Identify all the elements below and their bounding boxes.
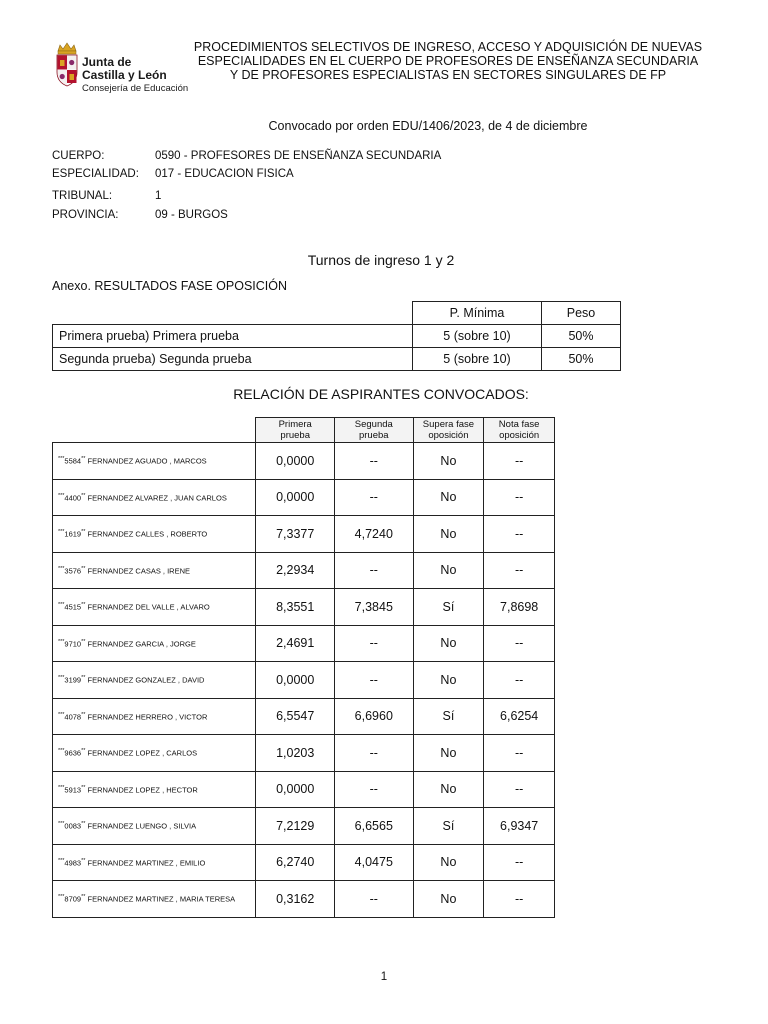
candidate-mask-suffix: ** xyxy=(81,456,86,462)
logo-brand-text xyxy=(82,56,167,82)
test-peso: 50% xyxy=(542,348,621,371)
candidate-mask-prefix: *** xyxy=(58,748,65,754)
candidate-segunda-prueba: -- xyxy=(335,771,414,808)
candidates-header-blank xyxy=(53,418,256,443)
candidate-name: FERNANDEZ MARTINEZ , EMILIO xyxy=(87,858,206,867)
candidate-id: 5584 xyxy=(64,456,82,466)
candidate-mask-prefix: *** xyxy=(58,565,65,572)
candidate-nota-fase: -- xyxy=(484,662,555,699)
candidate-supera-fase: No xyxy=(413,516,484,553)
header-supera-l2: oposición xyxy=(428,430,469,441)
candidate-row xyxy=(53,735,555,772)
candidate-supera-fase: No xyxy=(413,881,484,918)
relacion-heading: RELACIÓN DE ASPIRANTES CONVOCADOS: xyxy=(233,386,529,402)
candidate-name-cell xyxy=(53,516,256,553)
logo-brand-line2: Castilla y León xyxy=(82,68,167,82)
candidate-name-cell xyxy=(53,881,256,918)
candidate-row xyxy=(53,552,555,589)
candidate-segunda-prueba: 6,6565 xyxy=(335,808,414,845)
candidate-primera-prueba: 0,3162 xyxy=(256,881,335,918)
candidate-row xyxy=(53,698,555,735)
header-line3: Y DE PROFESORES ESPECIALISTAS EN SECTORES SINGULARES DE FP xyxy=(229,68,667,82)
logo-brand-line1: Junta de xyxy=(82,55,132,69)
candidate-mask-prefix: *** xyxy=(58,456,65,462)
candidate-primera-prueba: 2,4691 xyxy=(256,625,335,662)
candidate-primera-prueba: 6,2740 xyxy=(256,844,335,881)
candidate-row xyxy=(53,771,555,808)
candidate-row xyxy=(53,625,555,662)
candidate-id: 4400 xyxy=(64,493,82,502)
page-number: 1 xyxy=(380,971,388,983)
candidate-supera-fase: Sí xyxy=(413,589,484,626)
candidate-mask-suffix: ** xyxy=(81,711,86,718)
candidate-id: 3576 xyxy=(64,566,82,575)
candidate-name: FERNANDEZ AGUADO , MARCOS xyxy=(87,456,207,466)
candidate-name: FERNANDEZ LOPEZ , CARLOS xyxy=(87,748,198,758)
candidate-nota-fase: -- xyxy=(484,771,555,808)
candidate-row xyxy=(53,443,555,480)
candidate-name: FERNANDEZ DEL VALLE , ALVARO xyxy=(87,602,210,612)
tests-row xyxy=(53,348,621,371)
candidate-nota-fase: -- xyxy=(484,844,555,881)
candidate-primera-prueba: 6,5547 xyxy=(256,698,335,735)
candidate-nota-fase: 6,9347 xyxy=(484,808,555,845)
candidate-nota-fase: -- xyxy=(484,625,555,662)
candidate-mask-prefix: *** xyxy=(58,638,65,645)
candidate-primera-prueba: 0,0000 xyxy=(256,771,335,808)
candidate-name-cell xyxy=(53,552,256,589)
header-segunda-l1: Segunda xyxy=(354,419,393,430)
candidate-nota-fase: 7,8698 xyxy=(484,589,555,626)
candidate-primera-prueba: 7,2129 xyxy=(256,808,335,845)
candidate-name-cell xyxy=(53,443,256,480)
candidate-mask-suffix: ** xyxy=(81,529,86,535)
tests-header-peso: Peso xyxy=(542,302,621,325)
candidate-name-cell xyxy=(53,698,256,735)
candidate-name-cell xyxy=(53,735,256,772)
candidate-name: FERNANDEZ LOPEZ , HECTOR xyxy=(87,785,198,794)
header-nota-fase xyxy=(484,418,555,443)
candidate-id: 4078 xyxy=(64,712,82,721)
candidate-name: FERNANDEZ CALLES , ROBERTO xyxy=(87,529,208,539)
candidate-mask-prefix: *** xyxy=(58,675,65,681)
header-segunda-l2: prueba xyxy=(358,430,389,441)
candidate-nota-fase: -- xyxy=(484,516,555,553)
header-primera-l2: prueba xyxy=(280,430,310,441)
candidate-name: FERNANDEZ CASAS , IRENE xyxy=(87,566,191,575)
candidate-supera-fase: No xyxy=(413,735,484,772)
candidate-mask-suffix: ** xyxy=(81,857,86,864)
candidate-supera-fase: Sí xyxy=(413,808,484,845)
candidate-supera-fase: Sí xyxy=(413,698,484,735)
castilla-leon-shield-icon xyxy=(54,42,80,88)
candidate-mask-suffix: ** xyxy=(81,492,86,499)
candidates-header-row xyxy=(53,418,555,443)
tests-table xyxy=(52,301,621,371)
tribunal-value: 1 xyxy=(155,190,162,202)
candidate-row xyxy=(53,516,555,553)
candidate-mask-prefix: *** xyxy=(58,492,65,499)
candidate-name: FERNANDEZ GONZALEZ , DAVID xyxy=(87,675,205,685)
header-nota-l2: oposición xyxy=(499,430,540,441)
candidate-id: 5913 xyxy=(64,785,82,794)
candidate-row xyxy=(53,808,555,845)
candidate-row xyxy=(53,881,555,918)
candidate-segunda-prueba: 7,3845 xyxy=(335,589,414,626)
candidate-supera-fase: No xyxy=(413,844,484,881)
candidate-supera-fase: No xyxy=(413,443,484,480)
candidates-table xyxy=(52,417,555,918)
turnos-heading: Turnos de ingreso 1 y 2 xyxy=(307,252,455,268)
candidate-name: FERNANDEZ GARCIA , JORGE xyxy=(87,639,196,648)
candidate-segunda-prueba: -- xyxy=(335,443,414,480)
tribunal-label: TRIBUNAL: xyxy=(52,190,113,202)
candidate-supera-fase: No xyxy=(413,625,484,662)
candidate-supera-fase: No xyxy=(413,771,484,808)
header-primera-l1: Primera xyxy=(278,419,312,430)
candidate-segunda-prueba: -- xyxy=(335,479,414,516)
logo-department: Consejería de Educación xyxy=(82,83,189,94)
candidate-name-cell xyxy=(53,625,256,662)
convocation-order: Convocado por orden EDU/1406/2023, de 4 de diciembre xyxy=(268,119,588,133)
test-name: Segunda prueba) Segunda prueba xyxy=(53,348,413,371)
candidate-name: FERNANDEZ ALVAREZ , JUAN CARLOS xyxy=(87,493,227,502)
especialidad-label: ESPECIALIDAD: xyxy=(52,168,139,180)
candidates-body xyxy=(53,443,555,918)
candidate-name-cell xyxy=(53,479,256,516)
candidate-mask-suffix: ** xyxy=(81,748,86,754)
candidate-mask-suffix: ** xyxy=(81,675,86,681)
candidate-nota-fase: -- xyxy=(484,881,555,918)
document-header xyxy=(178,40,718,82)
test-name: Primera prueba) Primera prueba xyxy=(53,325,413,348)
cuerpo-label: CUERPO: xyxy=(52,150,105,162)
especialidad-value: 017 - EDUCACION FISICA xyxy=(155,168,294,180)
candidate-segunda-prueba: 4,0475 xyxy=(335,844,414,881)
candidate-mask-prefix: *** xyxy=(58,857,65,864)
candidate-mask-prefix: *** xyxy=(58,894,65,900)
header-nota-l1: Nota fase xyxy=(498,419,540,430)
candidate-name-cell xyxy=(53,808,256,845)
candidate-row xyxy=(53,479,555,516)
candidate-id: 1619 xyxy=(64,529,82,539)
candidate-row xyxy=(53,589,555,626)
candidate-id: 8709 xyxy=(64,894,82,904)
header-line1: PROCEDIMIENTOS SELECTIVOS DE INGRESO, ACCESO Y ADQUISICIÓN DE NUEVAS xyxy=(193,40,703,54)
tests-row xyxy=(53,325,621,348)
candidate-nota-fase: -- xyxy=(484,552,555,589)
candidate-mask-prefix: *** xyxy=(58,711,65,718)
candidate-name: FERNANDEZ LUENGO , SILVIA xyxy=(87,821,197,831)
candidate-mask-suffix: ** xyxy=(81,821,86,827)
candidate-id: 4983 xyxy=(64,858,82,867)
candidate-mask-suffix: ** xyxy=(81,602,86,608)
candidate-mask-suffix: ** xyxy=(81,565,86,572)
candidate-mask-prefix: *** xyxy=(58,529,65,535)
candidate-primera-prueba: 0,0000 xyxy=(256,479,335,516)
test-minima: 5 (sobre 10) xyxy=(413,325,542,348)
candidate-id: 4515 xyxy=(64,602,82,612)
candidate-mask-suffix: ** xyxy=(81,784,86,791)
candidate-nota-fase: -- xyxy=(484,443,555,480)
header-supera-fase xyxy=(413,418,484,443)
candidate-name-cell xyxy=(53,771,256,808)
candidate-id: 0083 xyxy=(64,821,82,831)
tests-header-minima: P. Mínima xyxy=(413,302,542,325)
candidate-mask-prefix: *** xyxy=(58,821,65,827)
candidate-primera-prueba: 2,2934 xyxy=(256,552,335,589)
header-line2: ESPECIALIDADES EN EL CUERPO DE PROFESORES DE ENSEÑANZA SECUNDARIA xyxy=(197,54,699,68)
tests-header-blank xyxy=(53,302,413,325)
candidate-mask-suffix: ** xyxy=(81,638,86,645)
candidate-segunda-prueba: -- xyxy=(335,662,414,699)
candidate-primera-prueba: 0,0000 xyxy=(256,662,335,699)
candidate-supera-fase: No xyxy=(413,479,484,516)
candidate-nota-fase: 6,6254 xyxy=(484,698,555,735)
candidate-segunda-prueba: 4,7240 xyxy=(335,516,414,553)
header-primera-prueba xyxy=(256,418,335,443)
provincia-value: 09 - BURGOS xyxy=(155,209,228,221)
candidate-id: 3199 xyxy=(64,675,82,685)
candidate-name-cell xyxy=(53,844,256,881)
anexo-heading: Anexo. RESULTADOS FASE OPOSICIÓN xyxy=(52,279,288,293)
institution-logo xyxy=(52,42,189,94)
candidate-segunda-prueba: -- xyxy=(335,735,414,772)
candidate-id: 9636 xyxy=(64,748,82,758)
header-supera-l1: Supera fase xyxy=(422,419,475,430)
candidate-segunda-prueba: -- xyxy=(335,625,414,662)
candidate-row xyxy=(53,844,555,881)
tests-header-row xyxy=(53,302,621,325)
candidate-segunda-prueba: -- xyxy=(335,552,414,589)
candidate-segunda-prueba: 6,6960 xyxy=(335,698,414,735)
candidate-name-cell xyxy=(53,662,256,699)
candidate-name-cell xyxy=(53,589,256,626)
candidate-mask-prefix: *** xyxy=(58,602,65,608)
cuerpo-value: 0590 - PROFESORES DE ENSEÑANZA SECUNDARIA xyxy=(155,150,442,162)
candidate-mask-prefix: *** xyxy=(58,784,65,791)
candidate-nota-fase: -- xyxy=(484,479,555,516)
header-segunda-prueba xyxy=(335,418,414,443)
candidate-primera-prueba: 7,3377 xyxy=(256,516,335,553)
candidate-primera-prueba: 8,3551 xyxy=(256,589,335,626)
candidate-mask-suffix: ** xyxy=(81,894,86,900)
candidate-segunda-prueba: -- xyxy=(335,881,414,918)
candidate-name: FERNANDEZ MARTINEZ , MARIA TERESA xyxy=(87,894,236,904)
candidate-supera-fase: No xyxy=(413,662,484,699)
test-peso: 50% xyxy=(542,325,621,348)
provincia-label: PROVINCIA: xyxy=(52,209,119,221)
test-minima: 5 (sobre 10) xyxy=(413,348,542,371)
candidate-supera-fase: No xyxy=(413,552,484,589)
candidate-name: FERNANDEZ HERRERO , VICTOR xyxy=(87,712,208,721)
candidate-nota-fase: -- xyxy=(484,735,555,772)
candidate-id: 9710 xyxy=(64,639,82,648)
candidate-primera-prueba: 0,0000 xyxy=(256,443,335,480)
candidate-row xyxy=(53,662,555,699)
candidate-primera-prueba: 1,0203 xyxy=(256,735,335,772)
